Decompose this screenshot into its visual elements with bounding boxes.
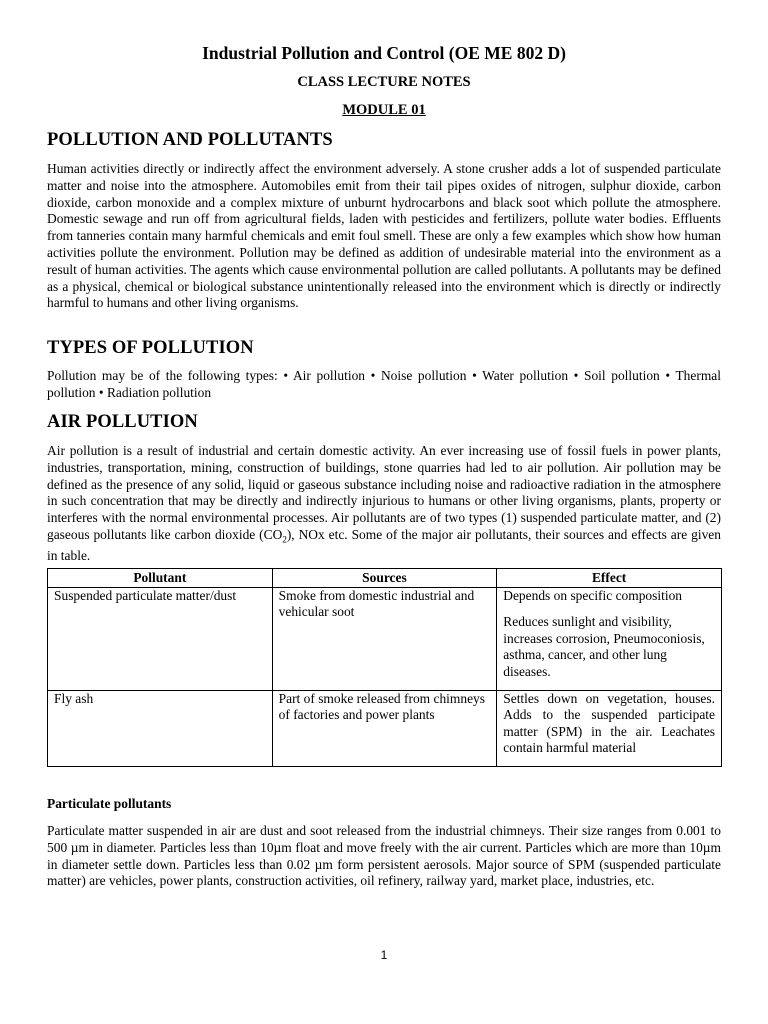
table-row [48, 587, 722, 690]
cell-effect [497, 587, 722, 690]
header-effect: Effect [497, 569, 722, 588]
effect-line: Depends on specific composition [503, 587, 683, 603]
page-number: 1 [380, 948, 388, 962]
paragraph-air-pollution [47, 443, 721, 565]
cell-pollutant: Fly ash [48, 690, 273, 766]
heading-particulate-pollutants: Particulate pollutants [47, 796, 172, 811]
document-subtitle: CLASS LECTURE NOTES [297, 74, 471, 90]
module-label: MODULE 01 [342, 102, 426, 118]
heading-pollution-and-pollutants: POLLUTION AND POLLUTANTS [47, 130, 333, 150]
header-sources: Sources [272, 569, 497, 588]
paragraph-particulate: Particulate matter suspended in air are dust and soot released from the industrial chimneys. Their size ranges from 0.001 to 500 µm in diameter. Particles less than 10µm float and move freely with the air current. Particles which are more than 10µm in diameter settle down. Particles less than 0.02 µm form persistent aerosols. Major source of SPM (suspended particulate matter) are vehicles, power plants, construction activities, oil refinery, railway yard, market place, industries, etc. [47, 823, 721, 889]
cell-sources: Part of smoke released from chimneys of factories and power plants [272, 690, 497, 766]
cell-pollutant: Suspended particulate matter/dust [48, 587, 273, 690]
paragraph-types: Pollution may be of the following types: • Air pollution • Noise pollution • Water pollution • Soil pollution • Thermal pollution • Radiation pollution [47, 368, 721, 400]
table-row [48, 690, 722, 766]
heading-air-pollution: AIR POLLUTION [47, 412, 198, 432]
air-text-after: ), NOx etc. Some of the major air pollutants, their sources and effects are given in table. [47, 526, 721, 564]
cell-sources: Smoke from domestic industrial and vehicular soot [272, 587, 497, 690]
header-pollutant: Pollutant [48, 569, 273, 588]
heading-types-of-pollution: TYPES OF POLLUTION [47, 338, 254, 358]
air-text-before: Air pollution is a result of industrial and certain domestic activity. An ever increasing use of fossil fuels in power plants, industries, transportation, mining, construction of buildings, stone quarries had led to air pollution. Air pollution may be defined as the presence of any solid, liquid or gaseous substance including noise and radioactive radiation in the atmosphere in such concentration that may be directly and indirectly injurious to humans or other living organisms, plants, property or interferes with the normal environmental processes. Air pollutants are of two types (1) suspended particulate matter, and (2) gaseous pollutants like carbon dioxide (CO [47, 443, 721, 542]
effect-line: Reduces sunlight and visibility, increases corrosion, Pneumoconiosis, asthma, cancer, and other lung diseases. [503, 614, 705, 679]
document-title: Industrial Pollution and Control (OE ME 802 D) [202, 43, 566, 63]
pollutants-table [47, 568, 722, 767]
cell-effect: Settles down on vegetation, houses. Adds to the suspended participate matter (SPM) in the air. Leachates contain harmful material [497, 690, 722, 766]
paragraph-pollution: Human activities directly or indirectly affect the environment adversely. A stone crusher adds a lot of suspended particulate matter and noise into the atmosphere. Automobiles emit from their tail pipes oxides of nitrogen, sulphur dioxide, carbon dioxide, carbon monoxide and a complex mixture of unburnt hydrocarbons and black soot which pollute the atmosphere. Domestic sewage and run off from agricultural fields, laden with pesticides and fertilizers, pollute water bodies. Effluents from tanneries contain many harmful chemicals and emit foul smell. These are only a few examples which show how human activities pollute the environment. Pollution may be defined as addition of undesirable material into the environment as a result of human activities. The agents which cause environmental pollution are called pollutants. A pollutants may be defined as a physical, chemical or biological substance unintentionally released into the environment which is directly or indirectly harmful to humans and other living organisms. [47, 161, 721, 311]
co2-subscript: 2 [282, 534, 287, 545]
table-header-row [48, 569, 722, 588]
